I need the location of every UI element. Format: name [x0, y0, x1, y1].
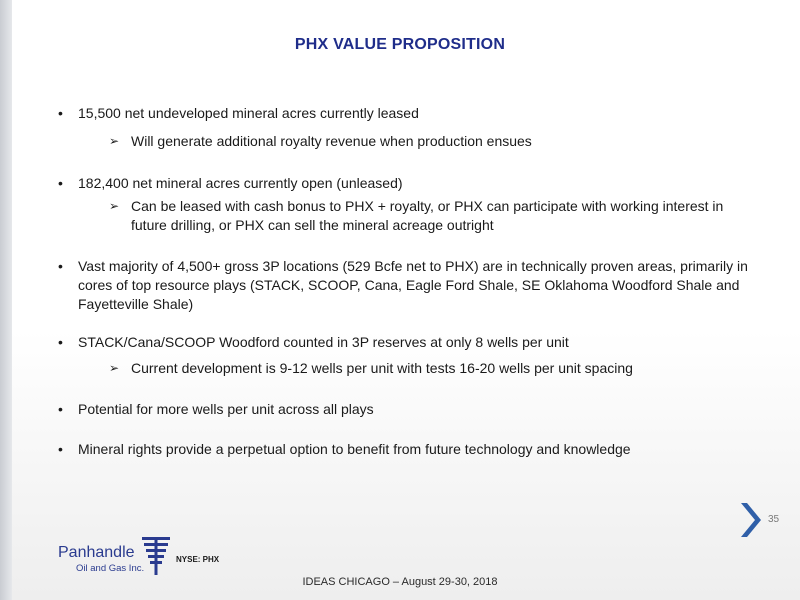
logo-derrick-icon — [140, 534, 172, 576]
sub-bullet-item — [109, 197, 725, 235]
sub-bullet-text: Will generate additional royalty revenue when production ensues — [131, 133, 532, 149]
bullet-dot-icon: • — [58, 441, 63, 457]
logo-name-line2: Oil and Gas Inc. — [76, 563, 145, 574]
logo-ticker: NYSE: PHX — [176, 555, 220, 564]
bullet-item — [58, 104, 748, 123]
next-slide-chevron-icon[interactable] — [737, 501, 763, 539]
sub-bullet-text: Current development is 9-12 wells per unit with tests 16-20 wells per unit spacing — [131, 360, 633, 376]
sub-bullet-text: Can be leased with cash bonus to PHX + royalty, or PHX can participate with working interest in future drilling, or PHX can sell the mineral acreage outright — [131, 198, 724, 233]
bullet-text: Potential for more wells per unit across all plays — [78, 401, 374, 417]
bullet-text: STACK/Cana/SCOOP Woodford counted in 3P reserves at only 8 wells per unit — [78, 334, 569, 350]
bullet-item — [58, 400, 748, 419]
slide-footer: IDEAS CHICAGO – August 29-30, 2018 — [302, 576, 498, 588]
sub-bullet-item — [109, 132, 725, 151]
logo-name-line1: Panhandle — [58, 544, 135, 561]
bullet-dot-icon: • — [58, 258, 63, 274]
company-logo — [58, 532, 228, 580]
bullet-dot-icon: • — [58, 334, 63, 350]
bullet-text: Mineral rights provide a perpetual option to benefit from future technology and knowledge — [78, 441, 631, 457]
bullet-text: Vast majority of 4,500+ gross 3P locations (529 Bcfe net to PHX) are in technically proven areas, primarily in cores of top resource plays (STACK, SCOOP, Cana, Eagle Ford Shale, SE Oklahoma Woodford Shale and Fayetteville Shale) — [78, 258, 748, 312]
bullet-item — [58, 333, 748, 352]
bullet-text: 182,400 net mineral acres currently open (unleased) — [78, 175, 403, 191]
bullet-item — [58, 440, 748, 459]
page-number: 35 — [768, 514, 780, 525]
arrow-bullet-icon: ➢ — [109, 134, 120, 148]
arrow-bullet-icon: ➢ — [109, 199, 120, 213]
arrow-bullet-icon: ➢ — [109, 361, 120, 375]
bullet-item — [58, 174, 748, 193]
sub-bullet-item — [109, 359, 725, 378]
bullet-dot-icon: • — [58, 105, 63, 121]
bullet-item — [58, 257, 748, 314]
bullet-text: 15,500 net undeveloped mineral acres currently leased — [78, 105, 419, 121]
slide-title: PHX VALUE PROPOSITION — [294, 36, 506, 53]
left-accent-bar — [0, 0, 12, 600]
bullet-dot-icon: • — [58, 175, 63, 191]
bullet-dot-icon: • — [58, 401, 63, 417]
